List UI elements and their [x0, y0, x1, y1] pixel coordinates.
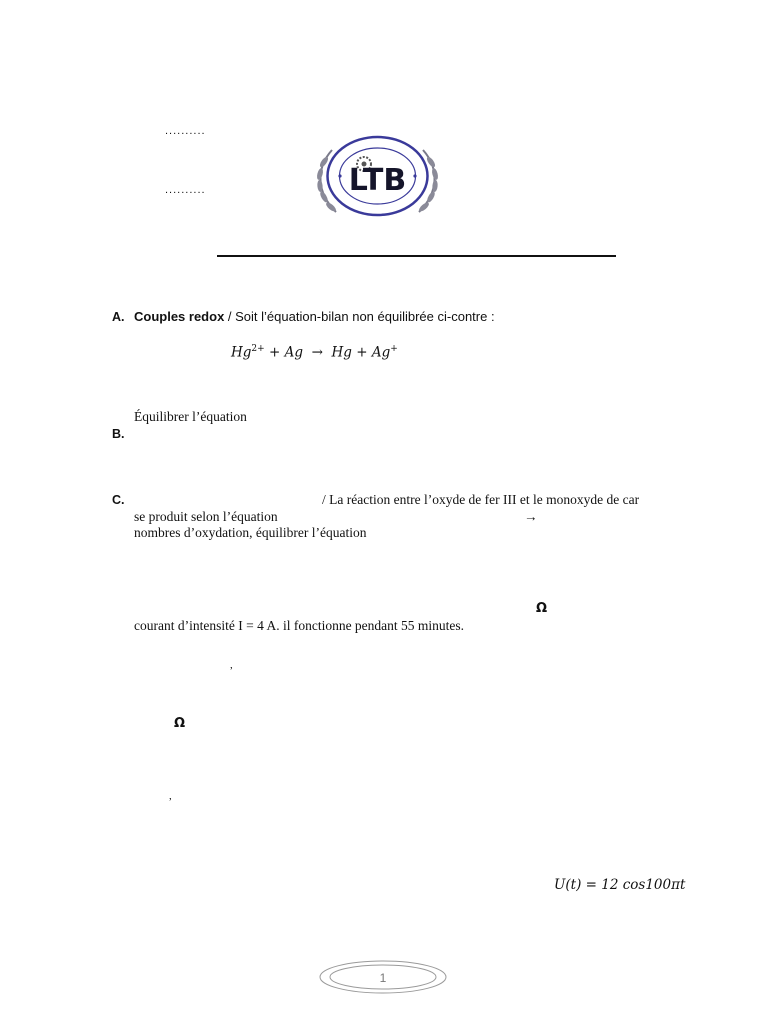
section-a-instruction: Équilibrer l’équation: [134, 409, 247, 424]
eq-hg-charge: 2+: [251, 344, 265, 354]
section-c-arrow: →: [524, 509, 538, 524]
eq-arrow: →: [303, 344, 332, 361]
section-b-label: B.: [112, 427, 125, 441]
eq-hg-2: Hg: [331, 344, 352, 361]
omega-symbol-1: Ω: [536, 601, 548, 616]
voltage-fn: cos: [622, 877, 646, 893]
eq-ag-charge: +: [390, 344, 398, 354]
eq-ag: Ag: [284, 344, 304, 361]
stray-comma-1: ,: [230, 659, 233, 671]
voltage-rhs: 100πt: [645, 877, 686, 893]
voltage-lhs: U(t) = 12: [554, 877, 623, 893]
current-statement: courant d’intensité I = 4 A. il fonctionne pendant 55 minutes.: [134, 618, 465, 633]
eq-ag-2: Ag: [371, 344, 391, 361]
section-c-line3: nombres d’oxydation, équilibrer l’équation: [134, 525, 367, 540]
header-dots-bottom: ..........: [165, 184, 206, 196]
section-a-label: A.: [112, 310, 125, 324]
section-a-title: Couples redox: [134, 309, 225, 324]
logo-letters: LTB: [348, 163, 407, 198]
voltage-expression: [554, 877, 685, 893]
header-divider: [217, 255, 616, 257]
section-c-label: C.: [112, 493, 125, 507]
school-logo: [310, 130, 445, 222]
section-c-line2: se produit selon l’équation: [134, 509, 278, 524]
header-dots-top: ..........: [165, 125, 206, 137]
eq-plus-1: +: [264, 344, 285, 361]
eq-hg: Hg: [231, 344, 252, 361]
section-a-text: / Soit l’équation-bilan non équilibrée ci-contre :: [224, 309, 495, 324]
section-c-line1: / La réaction entre l’oxyde de fer III et le monoxyde de car: [322, 492, 640, 507]
redox-equation: [231, 344, 398, 361]
stray-comma-2: ,: [169, 790, 172, 802]
section-a-heading: [134, 309, 495, 324]
eq-plus-2: +: [351, 344, 372, 361]
omega-symbol-2: Ω: [174, 716, 186, 731]
page-number: 1: [379, 971, 387, 985]
